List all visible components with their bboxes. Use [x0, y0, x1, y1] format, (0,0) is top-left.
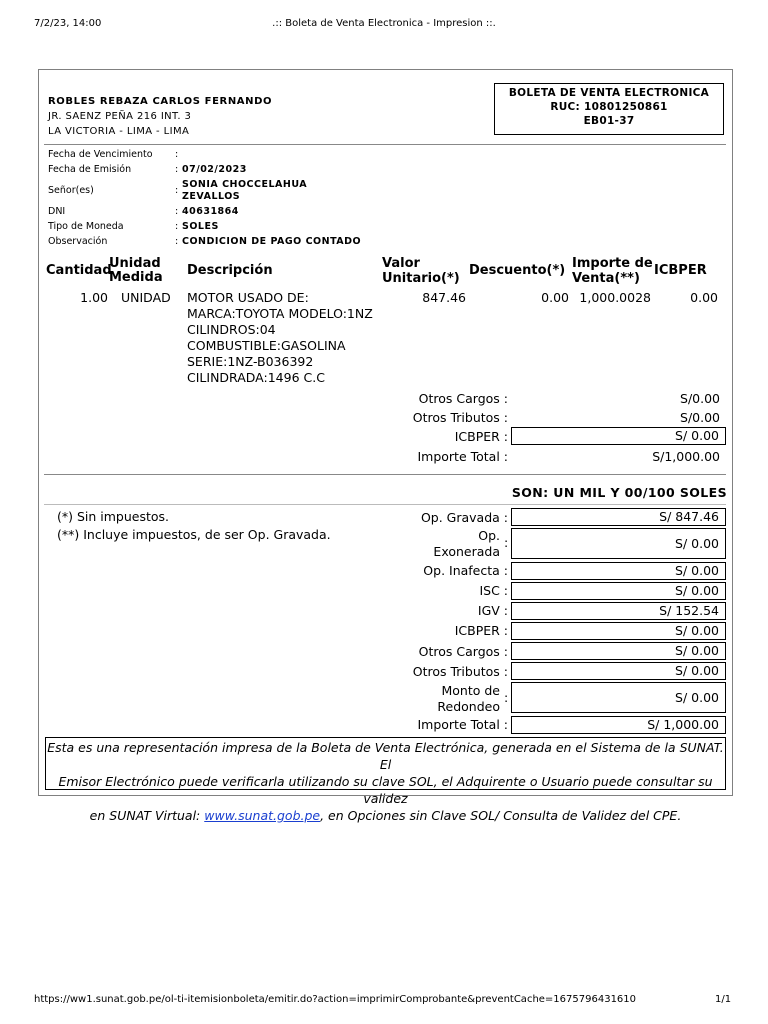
document-number: EB01-37	[583, 115, 635, 127]
row-descuento: 0.00	[541, 290, 569, 305]
legal-note-line3-post: , en Opciones sin Clave SOL/ Consulta de Validez del CPE.	[320, 808, 682, 823]
legal-note-line3	[46, 807, 725, 824]
observacion-label: Observación	[48, 236, 108, 247]
amount-in-words: SON: UN MIL Y 00/100 SOLES	[511, 485, 727, 500]
header-importe-line2: Venta(**)	[572, 271, 640, 286]
sum2-icbper-value: S/ 0.00	[511, 622, 726, 640]
cliente-name-line1: SONIA CHOCCELAHUA	[182, 179, 308, 190]
sum2-exonerada-label	[388, 528, 500, 560]
sum1-otros-tributos-label: Otros Tributos :	[412, 410, 508, 425]
colon: :	[175, 236, 179, 247]
header-descripcion: Descripción	[187, 263, 273, 278]
header-valor-line1: Valor	[382, 256, 420, 271]
sum2-icbper-label: ICBPER :	[454, 623, 508, 638]
colon: :	[504, 690, 509, 705]
desc-line: MOTOR USADO DE:	[187, 290, 309, 305]
moneda-value: SOLES	[182, 221, 219, 232]
issuer-name: ROBLES REBAZA CARLOS FERNANDO	[48, 96, 273, 107]
header-cantidad: Cantidad	[46, 263, 112, 278]
sum1-otros-cargos-value: S/0.00	[680, 391, 720, 406]
header-importe-line1: Importe de	[572, 256, 653, 271]
colon: :	[504, 535, 509, 550]
sum2-otros-tributos-value: S/ 0.00	[511, 662, 726, 680]
note-incluye-impuestos: (**) Incluye impuestos, de ser Op. Gravada.	[57, 527, 331, 542]
divider	[44, 504, 726, 505]
desc-line: CILINDRADA:1496 C.C	[187, 370, 325, 385]
observacion-value: CONDICION DE PAGO CONTADO	[182, 236, 362, 247]
sum2-isc-label: ISC :	[479, 583, 508, 598]
redondeo-label-line2: Redondeo	[437, 699, 500, 714]
exonerada-label-line1: Op.	[478, 528, 500, 543]
sum1-importe-total-value: S/1,000.00	[652, 449, 720, 464]
desc-line: COMBUSTIBLE:GASOLINA	[187, 338, 346, 353]
sum2-importe-total-value: S/ 1,000.00	[511, 716, 726, 734]
colon: :	[175, 206, 179, 217]
legal-note-line2: Emisor Electrónico puede verificarla utilizando su clave SOL, el Adquirente o Usuario puede consultar su validez	[58, 774, 713, 806]
colon: :	[175, 221, 179, 232]
desc-line: CILINDROS:04	[187, 322, 276, 337]
row-unidad: UNIDAD	[121, 290, 171, 305]
sum1-otros-tributos-value: S/0.00	[680, 410, 720, 425]
desc-line: SERIE:1NZ-B036392	[187, 354, 314, 369]
document-type: BOLETA DE VENTA ELECTRONICA	[508, 87, 710, 99]
sum2-exonerada-value: S/ 0.00	[511, 528, 726, 559]
row-descripcion	[187, 290, 373, 386]
moneda-label: Tipo de Moneda	[48, 221, 124, 232]
document-ruc: RUC: 10801250861	[550, 101, 668, 113]
sum2-inafecta-value: S/ 0.00	[511, 562, 726, 580]
sum2-importe-total-label: Importe Total :	[417, 717, 508, 732]
legal-note-box	[45, 737, 726, 823]
document-id-box	[494, 83, 724, 135]
header-descuento: Descuento(*)	[469, 263, 566, 278]
print-datetime: 7/2/23, 14:00	[34, 18, 102, 29]
sum2-gravada-value: S/ 847.46	[511, 508, 726, 526]
colon: :	[175, 149, 179, 160]
sunat-link[interactable]: www.sunat.gob.pe	[204, 808, 321, 823]
note-sin-impuestos: (*) Sin impuestos.	[57, 509, 170, 524]
sum1-icbper-value: S/ 0.00	[511, 427, 726, 445]
header-icbper: ICBPER	[654, 263, 707, 278]
sum1-icbper-label: ICBPER :	[454, 429, 508, 444]
desc-line: MARCA:TOYOTA MODELO:1NZ	[187, 306, 373, 321]
sum2-igv-label: IGV :	[477, 603, 508, 618]
sum2-isc-value: S/ 0.00	[511, 582, 726, 600]
issuer-city: LA VICTORIA - LIMA - LIMA	[48, 126, 190, 137]
sum2-otros-cargos-value: S/ 0.00	[511, 642, 726, 660]
print-title: .:: Boleta de Venta Electronica - Impresion ::.	[272, 18, 496, 29]
emision-label: Fecha de Emisión	[48, 164, 132, 175]
divider	[44, 144, 726, 145]
cliente-label: Señor(es)	[48, 185, 94, 196]
dni-label: DNI	[48, 206, 66, 217]
sum1-importe-total-label: Importe Total :	[417, 449, 508, 464]
header-unidad-line1: Unidad	[109, 256, 161, 271]
row-icbper: 0.00	[690, 290, 718, 305]
sum2-redondeo-value: S/ 0.00	[511, 682, 726, 713]
cliente-name-line2: ZEVALLOS	[182, 191, 241, 202]
print-url: https://ww1.sunat.gob.pe/ol-ti-itemisionboleta/emitir.do?action=imprimirComprobante&preventCache=1675796431610	[34, 994, 637, 1005]
row-cantidad: 1.00	[80, 290, 108, 305]
sum2-igv-value: S/ 152.54	[511, 602, 726, 620]
header-unidad-line2: Medida	[109, 270, 163, 285]
legal-note-line3-pre: en SUNAT Virtual:	[89, 808, 205, 823]
sum2-otros-cargos-label: Otros Cargos :	[418, 644, 508, 659]
sum2-otros-tributos-label: Otros Tributos :	[412, 664, 508, 679]
redondeo-label-line1: Monto de	[441, 683, 500, 698]
print-page-number: 1/1	[715, 994, 732, 1005]
colon: :	[175, 185, 179, 196]
exonerada-label-line2: Exonerada	[433, 544, 500, 559]
sum2-gravada-label: Op. Gravada :	[420, 510, 508, 525]
sum2-inafecta-label: Op. Inafecta :	[423, 563, 508, 578]
dni-value: 40631864	[182, 206, 239, 217]
vencimiento-label: Fecha de Vencimiento	[48, 149, 153, 160]
sum2-redondeo-label	[388, 683, 500, 715]
divider	[44, 474, 726, 475]
row-valor: 847.46	[422, 290, 466, 305]
emision-value: 07/02/2023	[182, 164, 247, 175]
issuer-address: JR. SAENZ PEÑA 216 INT. 3	[48, 111, 192, 122]
legal-note-line1: Esta es una representación impresa de la Boleta de Venta Electrónica, generada en el Sistema de la SUNAT. El	[47, 740, 724, 772]
colon: :	[175, 164, 179, 175]
sum1-otros-cargos-label: Otros Cargos :	[418, 391, 508, 406]
header-valor-line2: Unitario(*)	[382, 271, 460, 286]
row-importe: 1,000.0028	[579, 290, 651, 305]
